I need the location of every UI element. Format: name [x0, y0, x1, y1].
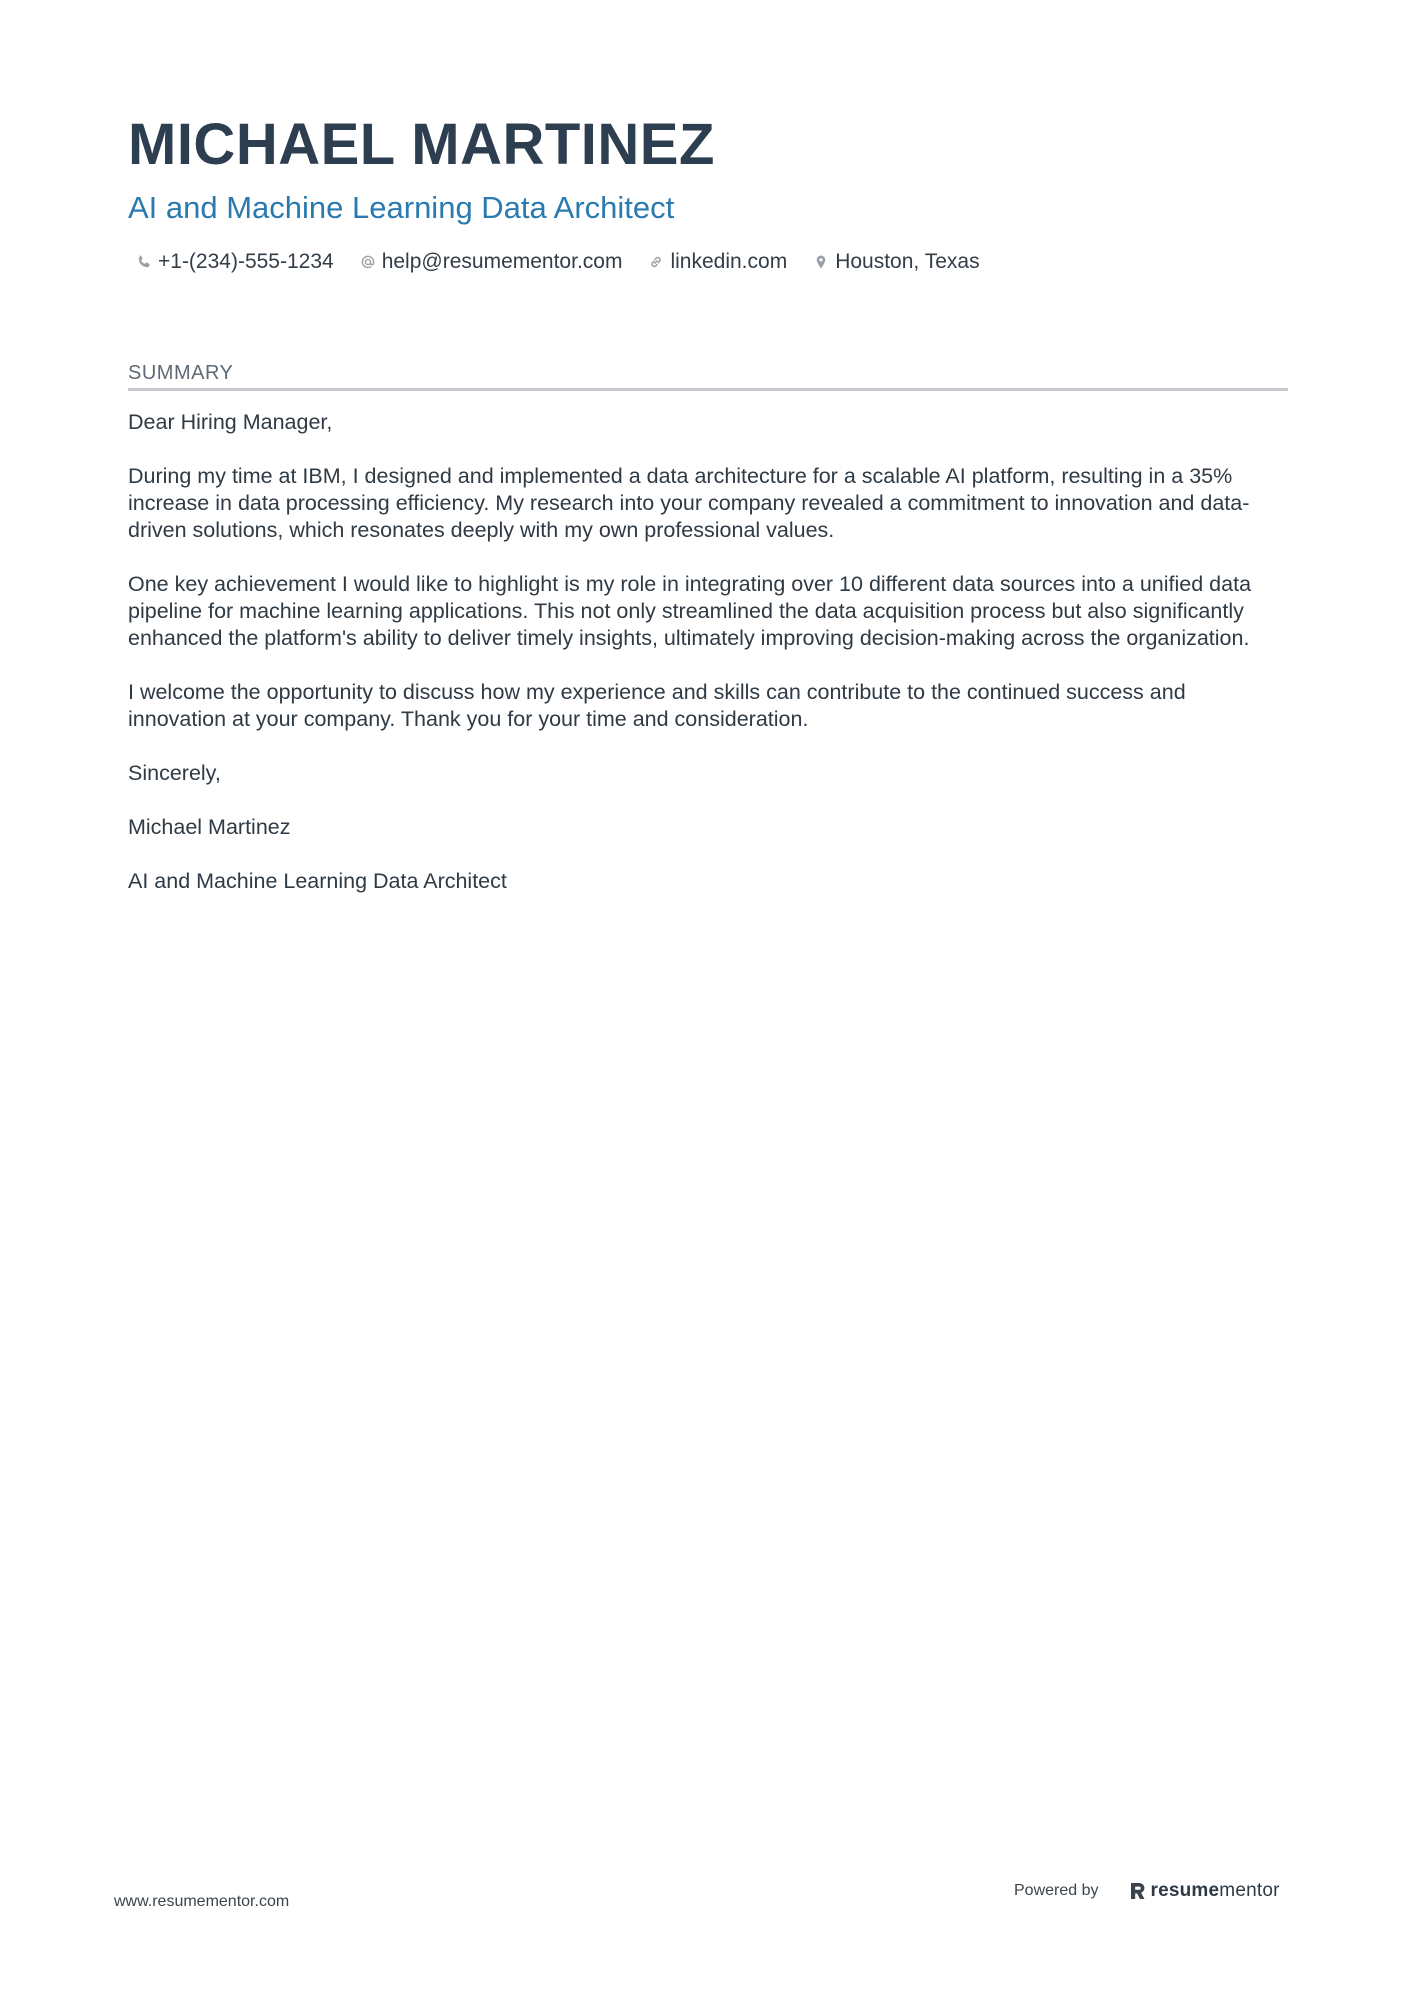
letter-body — [128, 409, 1288, 895]
powered-by-label: Powered by — [1014, 1882, 1099, 1899]
candidate-title: AI and Machine Learning Data Architect — [128, 190, 675, 225]
candidate-name: MICHAEL MARTINEZ — [128, 112, 715, 177]
resumementor-logo-icon — [1129, 1881, 1147, 1901]
contact-phone — [136, 250, 334, 274]
linkedin-text: linkedin.com — [670, 250, 788, 273]
paragraph: One key achievement I would like to highlight is my role in integrating over 10 different data sources into a unified data pipeline for machine learning applications. This not only streamlined the data acquisition process but also significantly enhanced the platform's ability to deliver timely insights, ultimately improving decision-making across the organization. — [128, 572, 1252, 650]
phone-text: +1-(234)-555-1234 — [158, 250, 334, 273]
contact-info — [128, 250, 1288, 274]
brand-regular: mentor — [1219, 1880, 1280, 1901]
signature-name: Michael Martinez — [128, 815, 291, 839]
brand-bold: resume — [1150, 1880, 1220, 1901]
section-title: SUMMARY — [128, 360, 1288, 391]
contact-linkedin — [648, 250, 787, 274]
paragraph: I welcome the opportunity to discuss how my experience and skills can contribute to the continued success and innovation at your company. Thank you for your time and consideration. — [128, 680, 1186, 731]
header — [128, 110, 1288, 274]
signature-title: AI and Machine Learning Data Architect — [128, 869, 507, 893]
footer-powered-by — [1014, 1880, 1280, 1902]
location-pin-icon — [813, 254, 829, 270]
at-icon — [360, 254, 376, 270]
email-text: help@resumementor.com — [381, 250, 623, 273]
contact-location — [813, 250, 979, 274]
contact-email — [360, 250, 623, 274]
resumementor-logo[interactable] — [1129, 1880, 1280, 1902]
link-icon — [648, 254, 664, 270]
phone-icon — [136, 254, 152, 270]
footer-website[interactable]: www.resumementor.com — [114, 1893, 290, 1910]
location-text: Houston, Texas — [835, 250, 980, 273]
salutation: Dear Hiring Manager, — [128, 410, 333, 434]
closing: Sincerely, — [128, 761, 221, 785]
summary-section — [128, 360, 1288, 922]
paragraph: During my time at IBM, I designed and implemented a data architecture for a scalable AI platform, resulting in a 35% increase in data processing efficiency. My research into your company revealed a commitment to innovation and data-driven solutions, which resonates deeply with my own professional values. — [128, 464, 1250, 542]
